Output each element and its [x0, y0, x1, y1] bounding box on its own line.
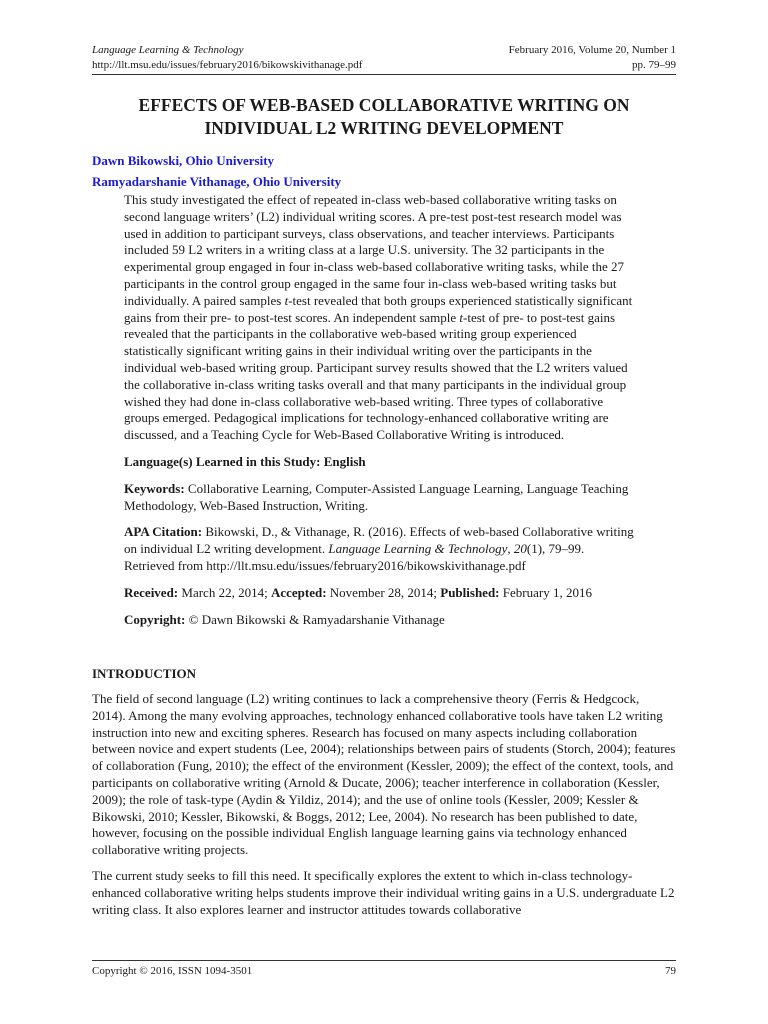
abstract	[124, 192, 638, 444]
title-line-1: EFFECTS OF WEB-BASED COLLABORATIVE WRITING ON	[138, 95, 630, 115]
published-date: February 1, 2016	[502, 584, 592, 600]
intro-paragraph-1: The field of second language (L2) writing continues to lack a comprehensive theory (Ferris & Hedgcock, 2014). Among the many evolving approaches, technology enhanced collaborative tools have taken L2 writing instruction into new and exciting spheres. Research has focused on many aspects including collaboration between novice and expert students (Lee, 2004); relationships between pairs of students (Storch, 2004); features of collaboration (Fung, 2010); the effect of the environment (Kessler, 2009); the effect of the context, tools, and participants on collaborative writing (Arnold & Ducate, 2006); teacher interference in collaboration (Kessler, 2009); the role of task-type (Aydin & Yildiz, 2014); and the use of online tools (Kessler, 2009; Kessler & Bikowski, 2010; Kessler, Bikowski, & Boggs, 2012; Lee, 2004). No research has been published to date, however, focusing on the possible individual English language learning gains via technology enhanced collaborative writing projects.	[92, 691, 676, 858]
header-divider	[92, 74, 676, 75]
introduction-heading: INTRODUCTION	[92, 666, 197, 681]
intro-paragraph-2: The current study seeks to fill this need. It specifically explores the extent to which in-class technology-enhanced collaborative writing helps students improve their individual writing gains in a U.S. undergraduate L2 writing class. It also explores learner and instructor attitudes towards collaborative	[92, 867, 675, 917]
received-label: Received:	[124, 584, 179, 600]
apa-citation	[124, 524, 638, 574]
issue-info: February 2016, Volume 20, Number 1	[508, 44, 676, 56]
languages-text: Language(s) Learned in this Study: English	[124, 453, 366, 469]
page-footer	[92, 964, 676, 978]
abstract-t-2: t	[459, 309, 464, 325]
title-line-2: INDIVIDUAL L2 WRITING DEVELOPMENT	[204, 118, 564, 138]
abstract-part-2: -test revealed that both groups experienced statistically significant gains from their pre- to post-test scores. An independent sample	[124, 292, 633, 325]
article-url[interactable]: http://llt.msu.edu/issues/february2016/bikowskivithanage.pdf	[92, 59, 363, 71]
footer-copyright: Copyright © 2016, ISSN 1094-3501	[92, 965, 253, 977]
keywords-label: Keywords:	[124, 480, 185, 496]
accepted-date: November 28, 2014;	[329, 584, 438, 600]
apa-text-1: Bikowski, D., & Vithanage, R. (2016). Effects of web-based Collaborative writing on individual L2 writing development.	[124, 524, 634, 557]
author-2[interactable]: Ramyadarshanie Vithanage, Ohio University	[92, 174, 342, 189]
running-header	[92, 43, 676, 73]
received-date: March 22, 2014;	[181, 584, 268, 600]
apa-volume: 20	[513, 541, 527, 557]
accepted-label: Accepted:	[270, 584, 327, 600]
copyright-text: © Dawn Bikowski & Ramyadarshanie Vithanage	[188, 611, 445, 627]
copyright-line	[124, 612, 638, 629]
apa-text-2: (1), 79–99. Retrieved from http://llt.msu.edu/issues/february2016/bikowskivithanage.pdf	[124, 541, 585, 573]
abstract-part-1: This study investigated the effect of repeated in-class web-based collaborative writing tasks on second language writers’ (L2) individual writing scores. A pre-test post-test research model was used in addition to participant surveys, class observations, and teacher interviews. Participants included 59 L2 writers in a writing class at a large U.S. university. The 32 participants in the experimental group engaged in four in-class web-based collaborative writing tasks, while the 27 participants in the control group engaged in the same four in-class web-based writing tasks but individually. A paired samples	[124, 192, 624, 308]
abstract-block	[124, 192, 638, 628]
journal-name: Language Learning & Technology	[92, 44, 244, 56]
keywords-text: Collaborative Learning, Computer-Assisted Language Learning, Language Teaching Methodology, Web-Based Instruction, Writing.	[124, 480, 629, 513]
introduction-section	[92, 666, 676, 927]
apa-label: APA Citation:	[124, 524, 203, 540]
copyright-label: Copyright:	[124, 611, 186, 627]
article-title	[92, 94, 676, 140]
publication-dates	[124, 585, 638, 602]
author-list	[92, 150, 341, 192]
author-1[interactable]: Dawn Bikowski, Ohio University	[92, 153, 275, 168]
footer-divider	[92, 960, 676, 961]
languages-learned	[124, 454, 638, 471]
published-label: Published:	[440, 584, 500, 600]
abstract-t-1: t	[284, 292, 289, 308]
keywords	[124, 481, 638, 515]
abstract-part-3: -test of pre- to post-test gains revealed that the participants in the collaborative web-based writing group experienced statistically significant writing gains in their individual writing over the participants in the individual web-based writing group. Participant survey results showed that the L2 writers valued the collaborative in-class writing tasks overall and that many participants in the individual group wished they had done in-class collaborative web-based writing. Three types of collaborative groups emerged. Pedagogical implications for technology-enhanced collaborative writing are discussed, and a Teaching Cycle for Web-Based Collaborative Writing is introduced.	[124, 309, 628, 443]
apa-sep: ,	[507, 541, 514, 557]
page-number: 79	[665, 965, 676, 977]
page-range: pp. 79–99	[632, 59, 676, 71]
apa-journal: Language Learning & Technology	[328, 541, 508, 557]
